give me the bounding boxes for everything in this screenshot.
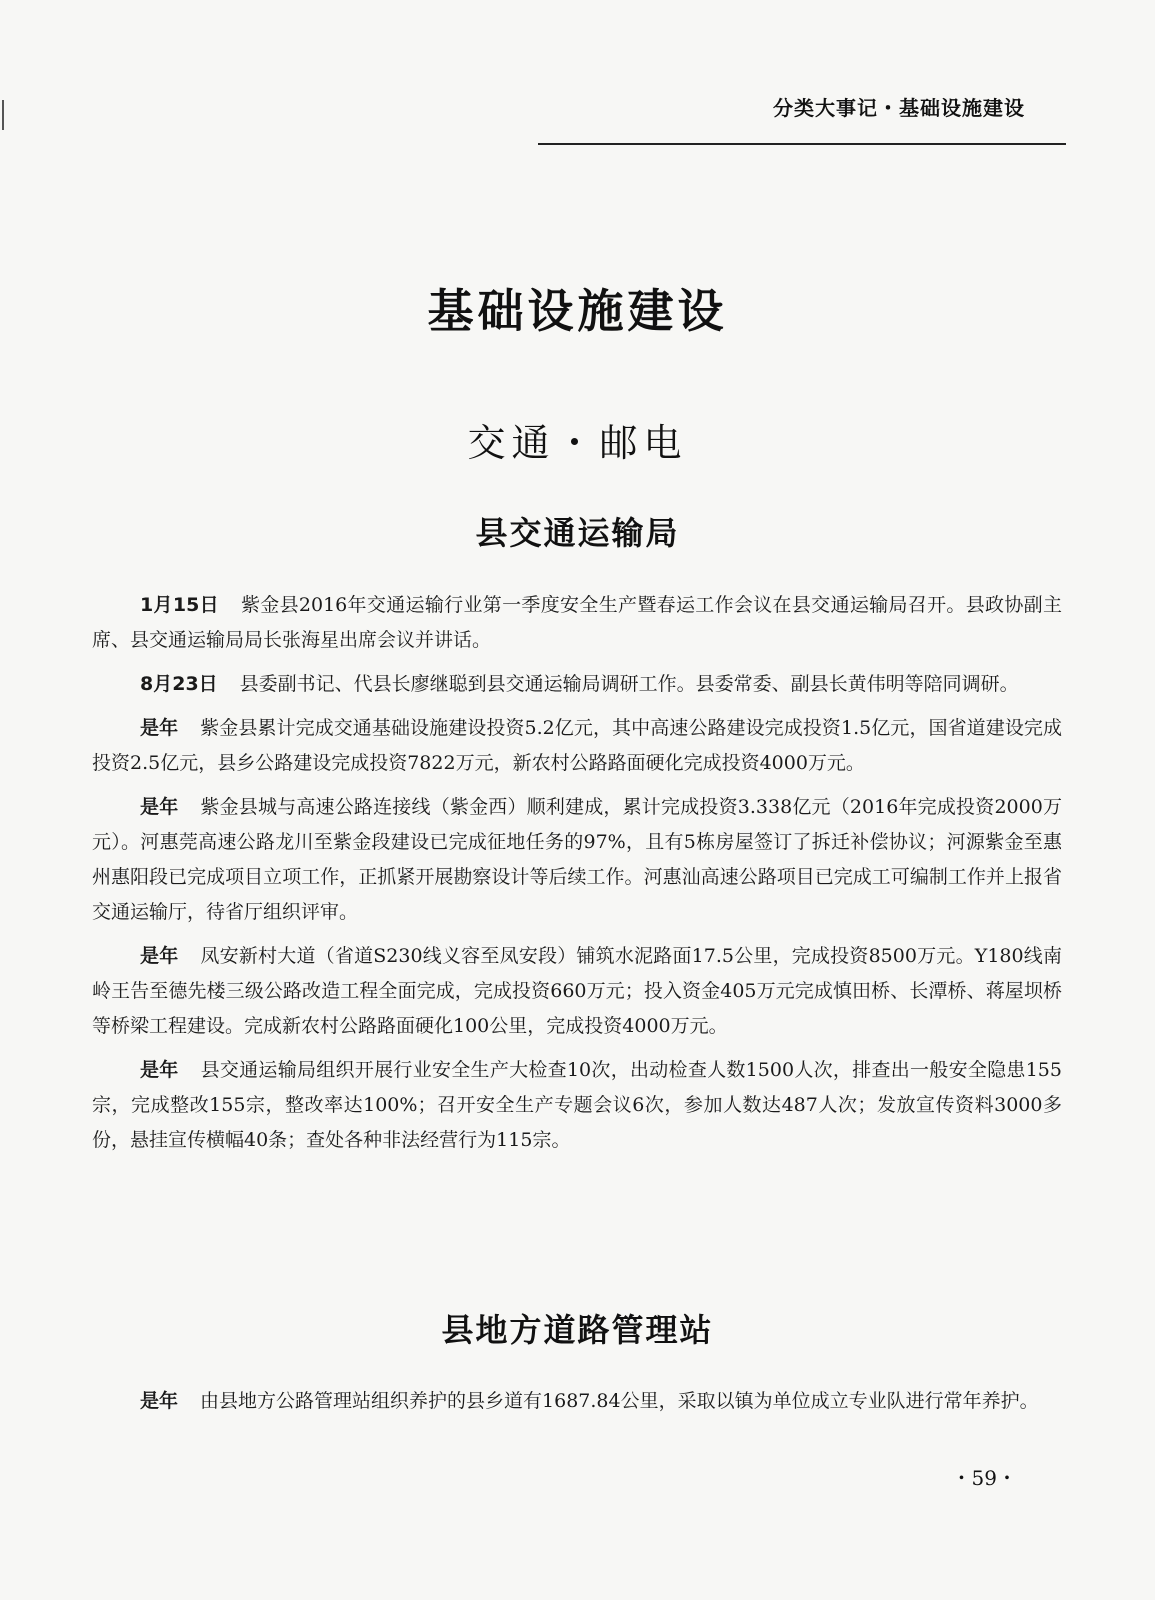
page-number: ・59・ [951, 1466, 1017, 1490]
subsection-title-road-station: 县地方道路管理站 [441, 1311, 714, 1349]
transport-bureau-entries [92, 588, 1062, 1167]
entry-text: 紫金县累计完成交通基础设施建设投资5.2亿元，其中高速公路建设完成投资1.5亿元，国省道建设完成投资2.5亿元，县乡公路建设完成投资7822万元，新农村公路路面硬化完成投资4000万元。 [92, 717, 1062, 774]
entry-paragraph [92, 667, 1062, 702]
entry-date: 是年 [140, 1059, 179, 1081]
entry-paragraph [92, 790, 1062, 930]
road-station-entries [92, 1384, 1062, 1428]
entry-date: 1月15日 [140, 594, 219, 616]
main-title: 基础设施建设 [427, 284, 728, 338]
running-header: 分类大事记・基础设施建设 [773, 96, 1025, 120]
entry-paragraph [92, 711, 1062, 781]
entry-text: 紫金县2016年交通运输行业第一季度安全生产暨春运工作会议在县交通运输局召开。县政协副主席、县交通运输局局长张海星出席会议并讲话。 [92, 594, 1062, 651]
entry-text: 县委副书记、代县长廖继聪到县交通运输局调研工作。县委常委、副县长黄伟明等陪同调研。 [239, 673, 1019, 695]
entry-text: 凤安新村大道（省道S230线义容至凤安段）铺筑水泥路面17.5公里，完成投资8500万元。Y180线南岭王告至德先楼三级公路改造工程全面完成，完成投资660万元；投入资金405万元完成慎田桥、长潭桥、蒋屋坝桥等桥梁工程建设。完成新农村公路路面硬化100公里，完成投资4000万元。 [92, 945, 1062, 1037]
section-title: 交通・邮电 [467, 421, 688, 465]
entry-paragraph [92, 939, 1062, 1044]
entry-text: 由县地方公路管理站组织养护的县乡道有1687.84公里，采取以镇为单位成立专业队进行常年养护。 [200, 1390, 1039, 1412]
entry-date: 是年 [140, 945, 179, 967]
entry-paragraph [92, 1384, 1062, 1419]
entry-date: 是年 [140, 717, 179, 739]
entry-date: 8月23日 [140, 673, 218, 695]
scan-edge-mark [2, 100, 4, 130]
subsection-title-transport-bureau: 县交通运输局 [475, 514, 680, 552]
header-rule [538, 143, 1066, 145]
entry-paragraph [92, 1053, 1062, 1158]
entry-text: 紫金县城与高速公路连接线（紫金西）顺利建成，累计完成投资3.338亿元（2016年完成投资2000万元）。河惠莞高速公路龙川至紫金段建设已完成征地任务的97%，且有5栋房屋签订了拆迁补偿协议；河源紫金至惠州惠阳段已完成项目立项工作，正抓紧开展勘察设计等后续工作。河惠汕高速公路项目已完成工可编制工作并上报省交通运输厅，待省厅组织评审。 [92, 796, 1062, 923]
entry-date: 是年 [140, 796, 179, 818]
entry-text: 县交通运输局组织开展行业安全生产大检查10次，出动检查人数1500人次，排查出一般安全隐患155宗，完成整改155宗，整改率达100%；召开安全生产专题会议6次，参加人数达487人次；发放宣传资料3000多份，悬挂宣传横幅40条；查处各种非法经营行为115宗。 [92, 1059, 1062, 1151]
entry-date: 是年 [140, 1390, 179, 1412]
entry-paragraph [92, 588, 1062, 658]
